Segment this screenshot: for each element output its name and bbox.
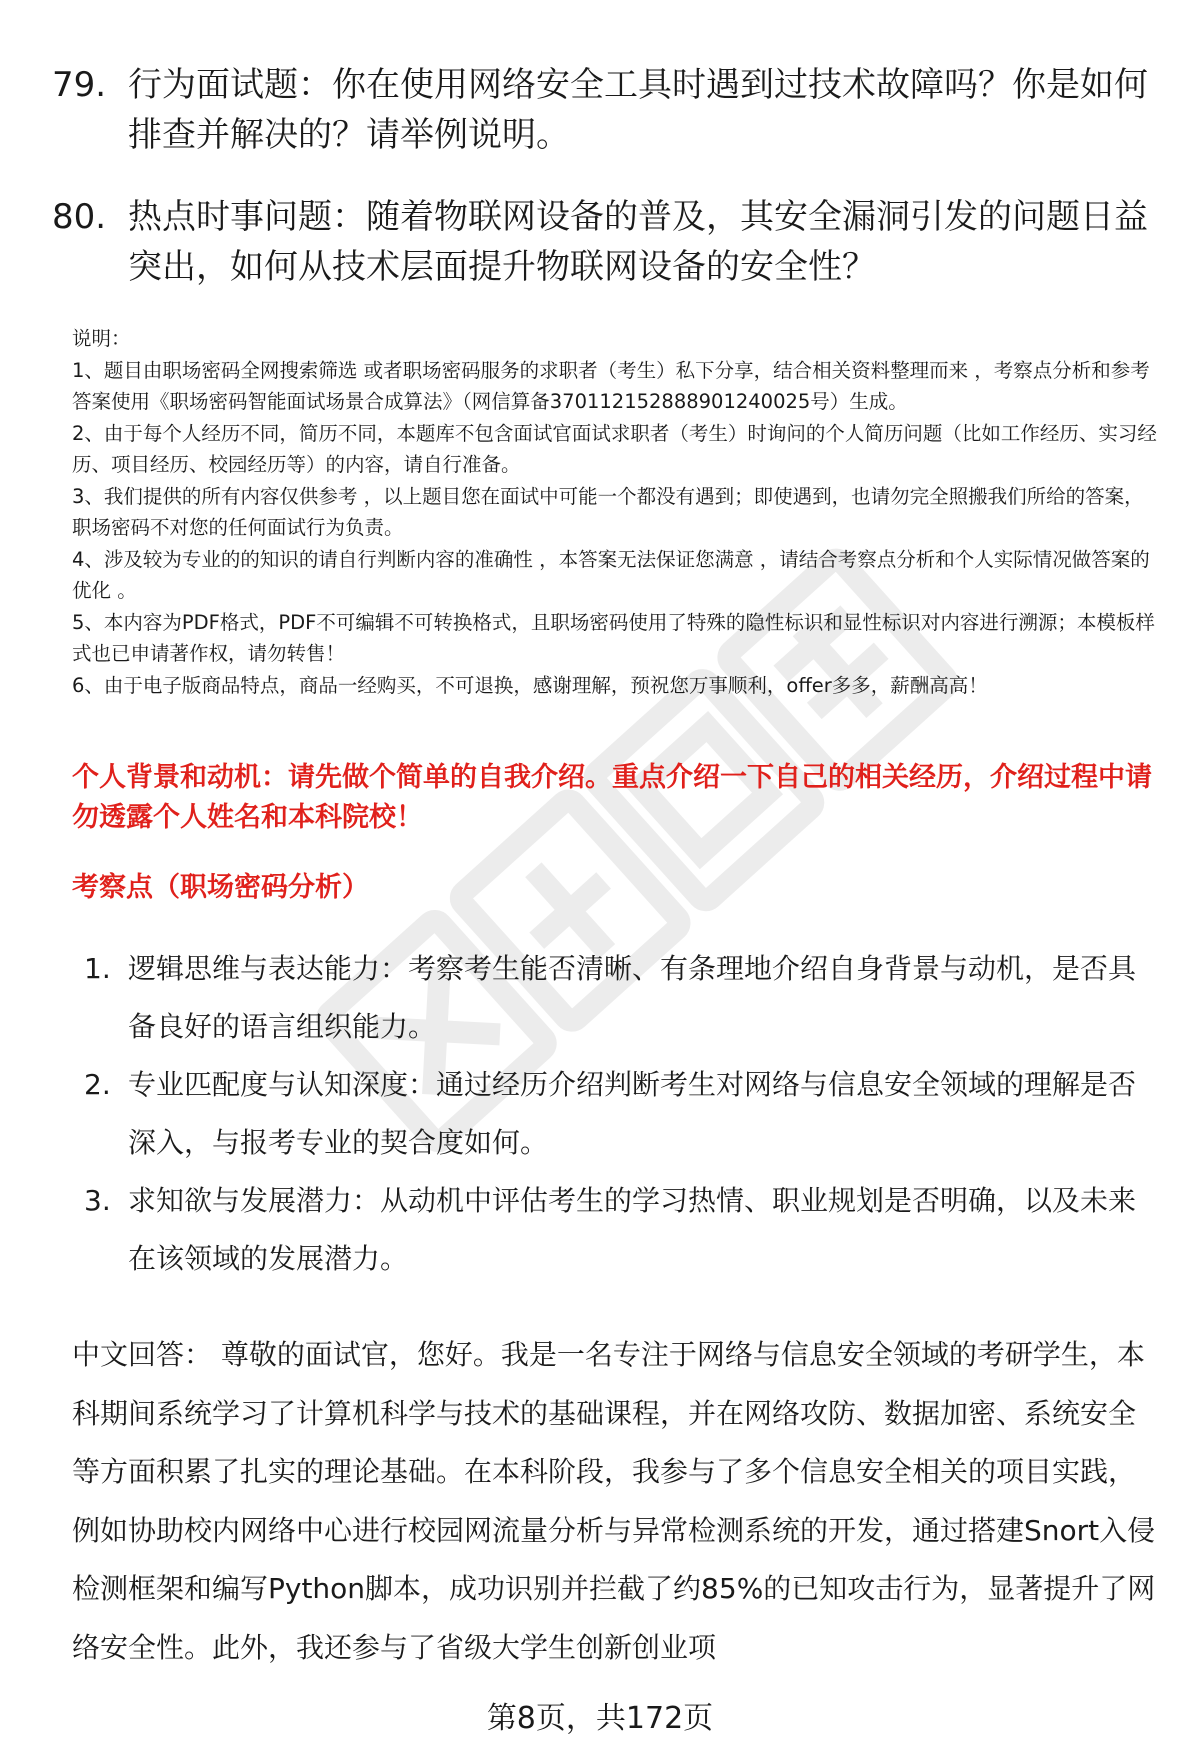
section-subheading: 考察点（职场密码分析） [72,872,369,903]
point-number: 3. [84,1184,111,1217]
point-text: 逻辑思维与表达能力：考察考生能否清晰、有条理地介绍自身背景与动机，是否具备良好的语言组织能力。 [128,952,1137,1043]
answer-paragraph [72,1326,1162,1677]
answer-text: 尊敬的面试官，您好。我是一名专注于网络与信息安全领域的考研学生，本科期间系统学习了计算机科学与技术的基础课程，并在网络攻防、数据加密、系统安全等方面积累了扎实的理论基础。在本科阶段，我参与了多个信息安全相关的项目实践，例如协助校内网络中心进行校园网流量分析与异常检测系统的开发，通过搭建Snort入侵检测框架和编写Python脚本，成功识别并拦截了约85%的已知攻击行为，显著提升了网络安全性。此外，我还参与了省级大学生创新创业项 [72,1338,1156,1664]
point-number: 2. [84,1068,111,1101]
question-text: 热点时事问题：随着物联网设备的普及，其安全漏洞引发的问题日益突出，如何从技术层面提升物联网设备的安全性？ [128,197,1148,287]
assessment-point [72,1172,1162,1288]
question-79 [52,60,1162,160]
assessment-point [72,1056,1162,1172]
question-number: 80. [52,197,107,237]
note-item: 5、本内容为PDF格式，PDF不可编辑不可转换格式，且职场密码使用了特殊的隐性标识和显性标识对内容进行溯源；本模板样式也已申请著作权，请勿转售！ [72,610,1155,665]
section-heading: 个人背景和动机：请先做个简单的自我介绍。重点介绍一下自己的相关经历，介绍过程中请勿透露个人姓名和本科院校！ [72,762,1152,833]
answer-label: 中文回答： [72,1338,213,1371]
note-item: 3、我们提供的所有内容仅供参考 ，以上题目您在面试中可能一个都没有遇到；即使遇到，也请勿完全照搬我们所给的答案，职场密码不对您的任何面试行为负责。 [72,484,1144,539]
notes-title: 说明： [72,327,131,350]
point-number: 1. [84,952,111,985]
disclaimer-notes [72,323,1160,701]
note-item: 2、由于每个人经历不同，简历不同，本题库不包含面试官面试求职者（考生）时询问的个人简历问题（比如工作经历、实习经历、项目经历、校园经历等）的内容，请自行准备。 [72,421,1157,476]
point-text: 专业匹配度与认知深度：通过经历介绍判断考生对网络与信息安全领域的理解是否深入，与报考专业的契合度如何。 [128,1068,1137,1159]
question-text: 行为面试题：你在使用网络安全工具时遇到过技术故障吗？你是如何排查并解决的？请举例说明。 [128,65,1148,155]
point-text: 求知欲与发展潜力：从动机中评估考生的学习热情、职业规划是否明确，以及未来在该领域的发展潜力。 [128,1184,1137,1275]
assessment-points [72,940,1162,1288]
question-80 [52,192,1162,292]
note-item: 4、涉及较为专业的的知识的请自行判断内容的准确性 ，本答案无法保证您满意 ，请结合考察点分析和个人实际情况做答案的优化 。 [72,547,1150,602]
note-item: 6、由于电子版商品特点，商品一经购买，不可退换，感谢理解，预祝您万事顺利，offer多多，薪酬高高！ [72,673,988,697]
page-footer: 第8页，共172页 [486,1701,714,1736]
assessment-point [72,940,1162,1056]
note-item: 1、题目由职场密码全网搜索筛选 或者职场密码服务的求职者（考生）私下分享，结合相关资料整理而来 ，考察点分析和参考答案使用《职场密码智能面试场景合成算法》（网信算备370112152888901240025号）生成。 [72,358,1150,413]
question-number: 79. [52,65,107,105]
